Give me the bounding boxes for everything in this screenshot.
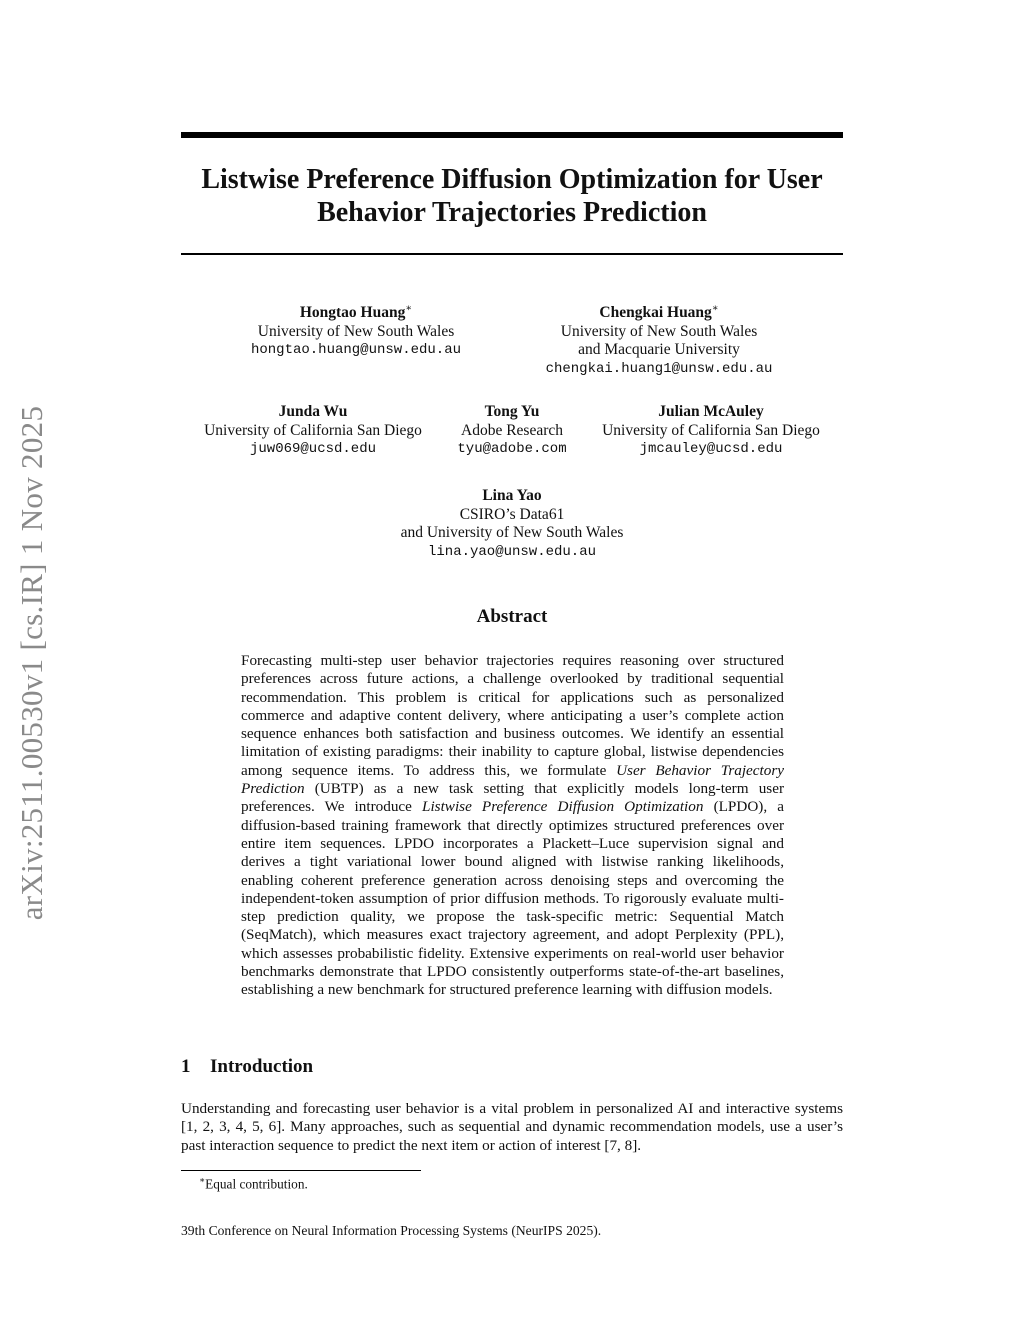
author-name: Tong Yu [484,403,540,420]
author-block [362,487,662,561]
author-email: juw069@ucsd.edu [249,441,377,457]
author-email: hongtao.huang@unsw.edu.au [250,342,462,359]
title-line-2: Behavior Trajectories Prediction [317,197,707,228]
introduction-paragraph: Understanding and forecasting user behavior is a vital problem in personalized AI and interactive systems [1, 2, 3, 4, 5, 6]. Many approaches, such as sequential and dynamic recommendation models, use a user’s past interaction sequence to predict the next item or action of interest [7, 8]. [181,1100,843,1154]
author-affiliation: University of New South Wales [560,322,758,340]
section-title: Introduction [210,1056,314,1077]
author-name: Hongtao Huang∗ [299,303,413,322]
title-line-1: Listwise Preference Diffusion Optimization for User [201,164,823,195]
abstract-heading: Abstract [476,606,548,627]
title-top-rule [181,132,843,138]
author-block [509,300,809,378]
author-email: jmcauley@ucsd.edu [639,441,783,457]
author-affiliation: University of California San Diego [204,421,422,439]
abstract-body: Forecasting multi-step user behavior trajectories requires reasoning over structured preferences across future actions, a challenge overlooked by traditional sequential recommendation. This problem is critical for applications such as personalized commerce and adaptive content delivery, where anticipating a user’s complete action sequence enhances both satisfaction and business outcomes. We identify an essential limitation of existing paradigms: their inability to capture global, listwise dependencies among sequence items. To address this, we formulate User Behavior Trajectory Prediction (UBTP) as a new task setting that explicitly models long-term user preferences. We introduce Listwise Preference Diffusion Optimization (LPDO), a diffusion-based training framework that directly optimizes structured preferences over entire item sequences. LPDO incorporates a Plackett–Luce supervision signal and derives a tight variational lower bound aligned with listwise ranking likelihoods, enabling coherent preference generation across denoising steps and overcoming the independent-token assumption of prior diffusion methods. To rigorously evaluate multi-step prediction quality, we propose the task-specific metric: Sequential Match (SeqMatch), which measures exact trajectory agreement, and adopt Perplexity (PPL), which assesses probabilistic fidelity. Extensive experiments on real-world user behavior benchmarks demonstrate that LPDO consistently outperforms state-of-the-art baselines, establishing a new benchmark for structured preference learning with diffusion models. [241,652,784,999]
title-bottom-rule [181,253,843,255]
footnote-rule [181,1170,421,1171]
arxiv-side-stamp [0,380,64,945]
author-name: Chengkai Huang∗ [599,303,719,322]
section-heading [181,1056,313,1078]
abstract-emphasis-task: User Behavior Trajectory Prediction [241,761,784,798]
author-block [206,300,506,360]
equal-contrib-mark: ∗ [711,303,719,314]
author-affiliation-2: and University of New South Wales [400,524,624,541]
section-number: 1 [181,1056,191,1077]
footnote-mark: ∗ [199,1175,206,1185]
author-name: Junda Wu [278,403,348,420]
abstract-emphasis-method: Listwise Preference Diffusion Optimization [422,798,704,816]
author-affiliation-2: and Macquarie University [578,341,740,359]
author-name: Lina Yao [482,487,542,504]
author-block [182,403,444,459]
author-email: tyu@adobe.com [457,441,567,457]
paper-title [181,163,843,229]
author-block [580,403,842,459]
arxiv-stamp-text: arXiv:2511.00530v1 [cs.IR] 1 Nov 2025 [14,405,49,920]
footnote-text: Equal contribution. [205,1176,308,1192]
author-block [442,403,582,459]
author-affiliation: CSIRO’s Data61 [459,505,565,523]
venue-note: 39th Conference on Neural Information Processing Systems (NeurIPS 2025). [181,1223,602,1238]
author-affiliation: Adobe Research [461,421,563,439]
author-email: lina.yao@unsw.edu.au [427,543,597,560]
author-name: Julian McAuley [658,403,764,420]
footnote [199,1175,308,1192]
author-affiliation: University of California San Diego [602,421,820,439]
author-email: chengkai.huang1@unsw.edu.au [545,360,773,377]
equal-contrib-mark: ∗ [405,303,413,314]
author-affiliation: University of New South Wales [257,322,455,340]
